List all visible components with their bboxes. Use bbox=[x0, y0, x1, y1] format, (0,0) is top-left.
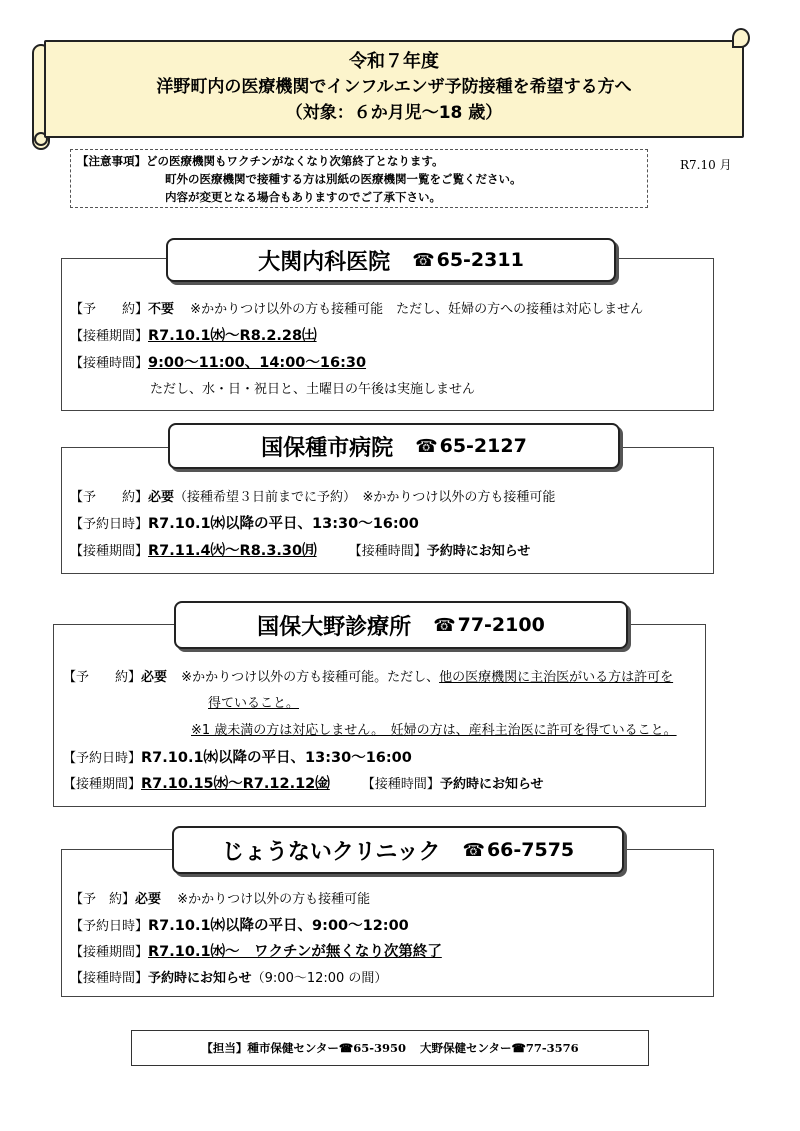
clinic-title-2 bbox=[168, 423, 620, 469]
row-note-underlined: 得ていること。 bbox=[208, 696, 300, 711]
row-label: 【接種時間】 bbox=[348, 544, 427, 559]
phone-icon: ☎ bbox=[462, 840, 485, 861]
clinic-phone-4 bbox=[463, 839, 575, 861]
clinic-3-row-booking bbox=[63, 746, 412, 767]
clinic-phone-3 bbox=[433, 614, 545, 636]
row-value: 予約時にお知らせ bbox=[426, 544, 531, 559]
phone-icon: ☎ bbox=[412, 250, 435, 271]
banner-year: 令和７年度 bbox=[349, 51, 439, 72]
clinic-2-row-booking bbox=[70, 512, 419, 533]
row-note: ※かかりつけ以外の方も接種可能。ただし、 bbox=[181, 670, 440, 685]
row-label: 【予約日時】 bbox=[70, 919, 149, 934]
clinic-title-1 bbox=[166, 238, 616, 282]
clinic-3-row-note-cont bbox=[208, 692, 299, 711]
clinic-phone-number-1: 65-2311 bbox=[436, 249, 524, 271]
banner-target: （対象：６か月児～18 歳） bbox=[285, 103, 503, 123]
notice-box bbox=[70, 149, 648, 208]
title-banner bbox=[44, 40, 744, 138]
footer-center-2: 大野保健センター bbox=[420, 1041, 512, 1055]
phone-icon: ☎ bbox=[433, 615, 456, 636]
banner-heading: 洋野町内の医療機関でインフルエンザ予防接種を希望する方へ bbox=[156, 77, 632, 97]
date-label: R7.10 月 bbox=[680, 158, 732, 172]
row-label: 【接種期間】 bbox=[70, 945, 149, 960]
clinic-4-row-booking bbox=[70, 914, 409, 935]
row-label: 【接種期間】 bbox=[70, 329, 149, 344]
notice-line-1: どの医療機関もワクチンがなくなり次第終了となります。 bbox=[146, 154, 444, 168]
row-note: （9:00～12:00 の間） bbox=[251, 971, 388, 986]
row-note-underlined: 他の医療機関に主治医がいる方は許可を bbox=[439, 670, 674, 685]
row-label: 【接種期間】 bbox=[70, 544, 149, 559]
scroll-curl-right bbox=[732, 28, 750, 48]
clinic-phone-2 bbox=[415, 435, 527, 457]
row-value: 必要 bbox=[135, 892, 162, 907]
row-note: ※かかりつけ以外の方も接種可能 ただし、妊婦の方への接種は対応しません bbox=[190, 302, 644, 317]
row-value: 9:00～11:00、14:00～16:30 bbox=[148, 355, 367, 371]
clinic-2-row-period bbox=[70, 539, 530, 560]
clinic-phone-number-2: 65-2127 bbox=[439, 435, 527, 457]
footer-phone-2: 77-3576 bbox=[525, 1041, 579, 1055]
clinic-3-row-period bbox=[63, 772, 544, 793]
clinic-3-row-note-infant bbox=[191, 719, 677, 738]
notice-line-3: 内容が変更となる場合もありますのでご了承下さい。 bbox=[165, 190, 441, 204]
footer-center-1: 種市保健センター bbox=[247, 1041, 339, 1055]
row-label: 【予 約】 bbox=[63, 670, 142, 685]
row-value: R7.10.1㈬以降の平日、13:30～16:00 bbox=[141, 750, 412, 766]
clinic-name-1: 大関内科医院 bbox=[258, 249, 391, 275]
clinic-3-row-reservation bbox=[63, 666, 673, 685]
footer-phone-1: 65-3950 bbox=[353, 1041, 406, 1055]
row-label: 【接種時間】 bbox=[70, 971, 149, 986]
row-value: R7.10.1㈬～R8.2.28㈯ bbox=[148, 328, 317, 344]
row-label: 【接種時間】 bbox=[361, 777, 440, 792]
clinic-1-row-reservation bbox=[70, 298, 643, 317]
row-label: 【予 約】 bbox=[70, 892, 136, 907]
row-note: ただし、水・日・祝日と、土曜日の午後は実施しません bbox=[150, 382, 476, 397]
clinic-1-row-note bbox=[150, 378, 475, 397]
row-label: 【接種期間】 bbox=[63, 777, 142, 792]
row-value: R7.10.1㈬以降の平日、13:30～16:00 bbox=[148, 516, 419, 532]
row-label: 【予約日時】 bbox=[70, 517, 149, 532]
clinic-phone-number-4: 66-7575 bbox=[486, 839, 575, 861]
row-note: ※かかりつけ以外の方も接種可能 bbox=[177, 892, 371, 907]
clinic-2-row-reservation bbox=[70, 486, 555, 505]
clinic-4-row-period bbox=[70, 940, 442, 961]
phone-icon: ☎ bbox=[338, 1041, 354, 1055]
row-note: （接種希望３日前までに予約） ※かかりつけ以外の方も接種可能 bbox=[174, 490, 556, 505]
phone-icon: ☎ bbox=[511, 1041, 526, 1055]
clinic-4-row-time bbox=[70, 967, 387, 986]
row-value: R7.10.15㈬～R7.12.12㈮ bbox=[141, 776, 330, 792]
clinic-4-row-reservation bbox=[70, 888, 370, 907]
row-label: 【予約日時】 bbox=[63, 751, 142, 766]
row-value: 必要 bbox=[141, 670, 168, 685]
clinic-title-4 bbox=[172, 826, 624, 874]
clinic-phone-number-3: 77-2100 bbox=[457, 614, 545, 636]
row-value: 必要 bbox=[148, 490, 175, 505]
clinic-name-2: 国保種市病院 bbox=[261, 435, 394, 461]
row-value: R7.10.1㈬～ ワクチンが無くなり次第終了 bbox=[148, 944, 442, 960]
row-label: 【予 約】 bbox=[70, 302, 149, 317]
clinic-phone-1 bbox=[412, 249, 524, 271]
clinic-name-3: 国保大野診療所 bbox=[257, 614, 412, 640]
notice-label: 【注意事項】 bbox=[77, 154, 146, 168]
notice-line-2: 町外の医療機関で接種する方は別紙の医療機関一覧をご覧ください。 bbox=[165, 172, 522, 186]
row-value: R7.10.1㈬以降の平日、9:00～12:00 bbox=[148, 918, 409, 934]
footer-label: 【担当】 bbox=[201, 1041, 248, 1055]
row-value: R7.11.4㈫～R8.3.30㈪ bbox=[148, 543, 317, 559]
footer-contact bbox=[131, 1030, 649, 1066]
clinic-1-row-time bbox=[70, 351, 366, 372]
row-value: 予約時にお知らせ bbox=[148, 971, 252, 986]
phone-icon: ☎ bbox=[415, 436, 438, 457]
row-value: 予約時にお知らせ bbox=[439, 777, 544, 792]
row-label: 【予 約】 bbox=[70, 490, 149, 505]
row-value: 不要 bbox=[148, 302, 175, 317]
row-label: 【接種時間】 bbox=[70, 356, 149, 371]
clinic-name-4: じょうないクリニック bbox=[221, 839, 441, 865]
row-note-underlined: ※1 歳未満の方は対応しません。 妊婦の方は、産科主治医に許可を得ていること。 bbox=[191, 723, 677, 738]
clinic-1-row-period bbox=[70, 324, 317, 345]
clinic-title-3 bbox=[174, 601, 628, 649]
